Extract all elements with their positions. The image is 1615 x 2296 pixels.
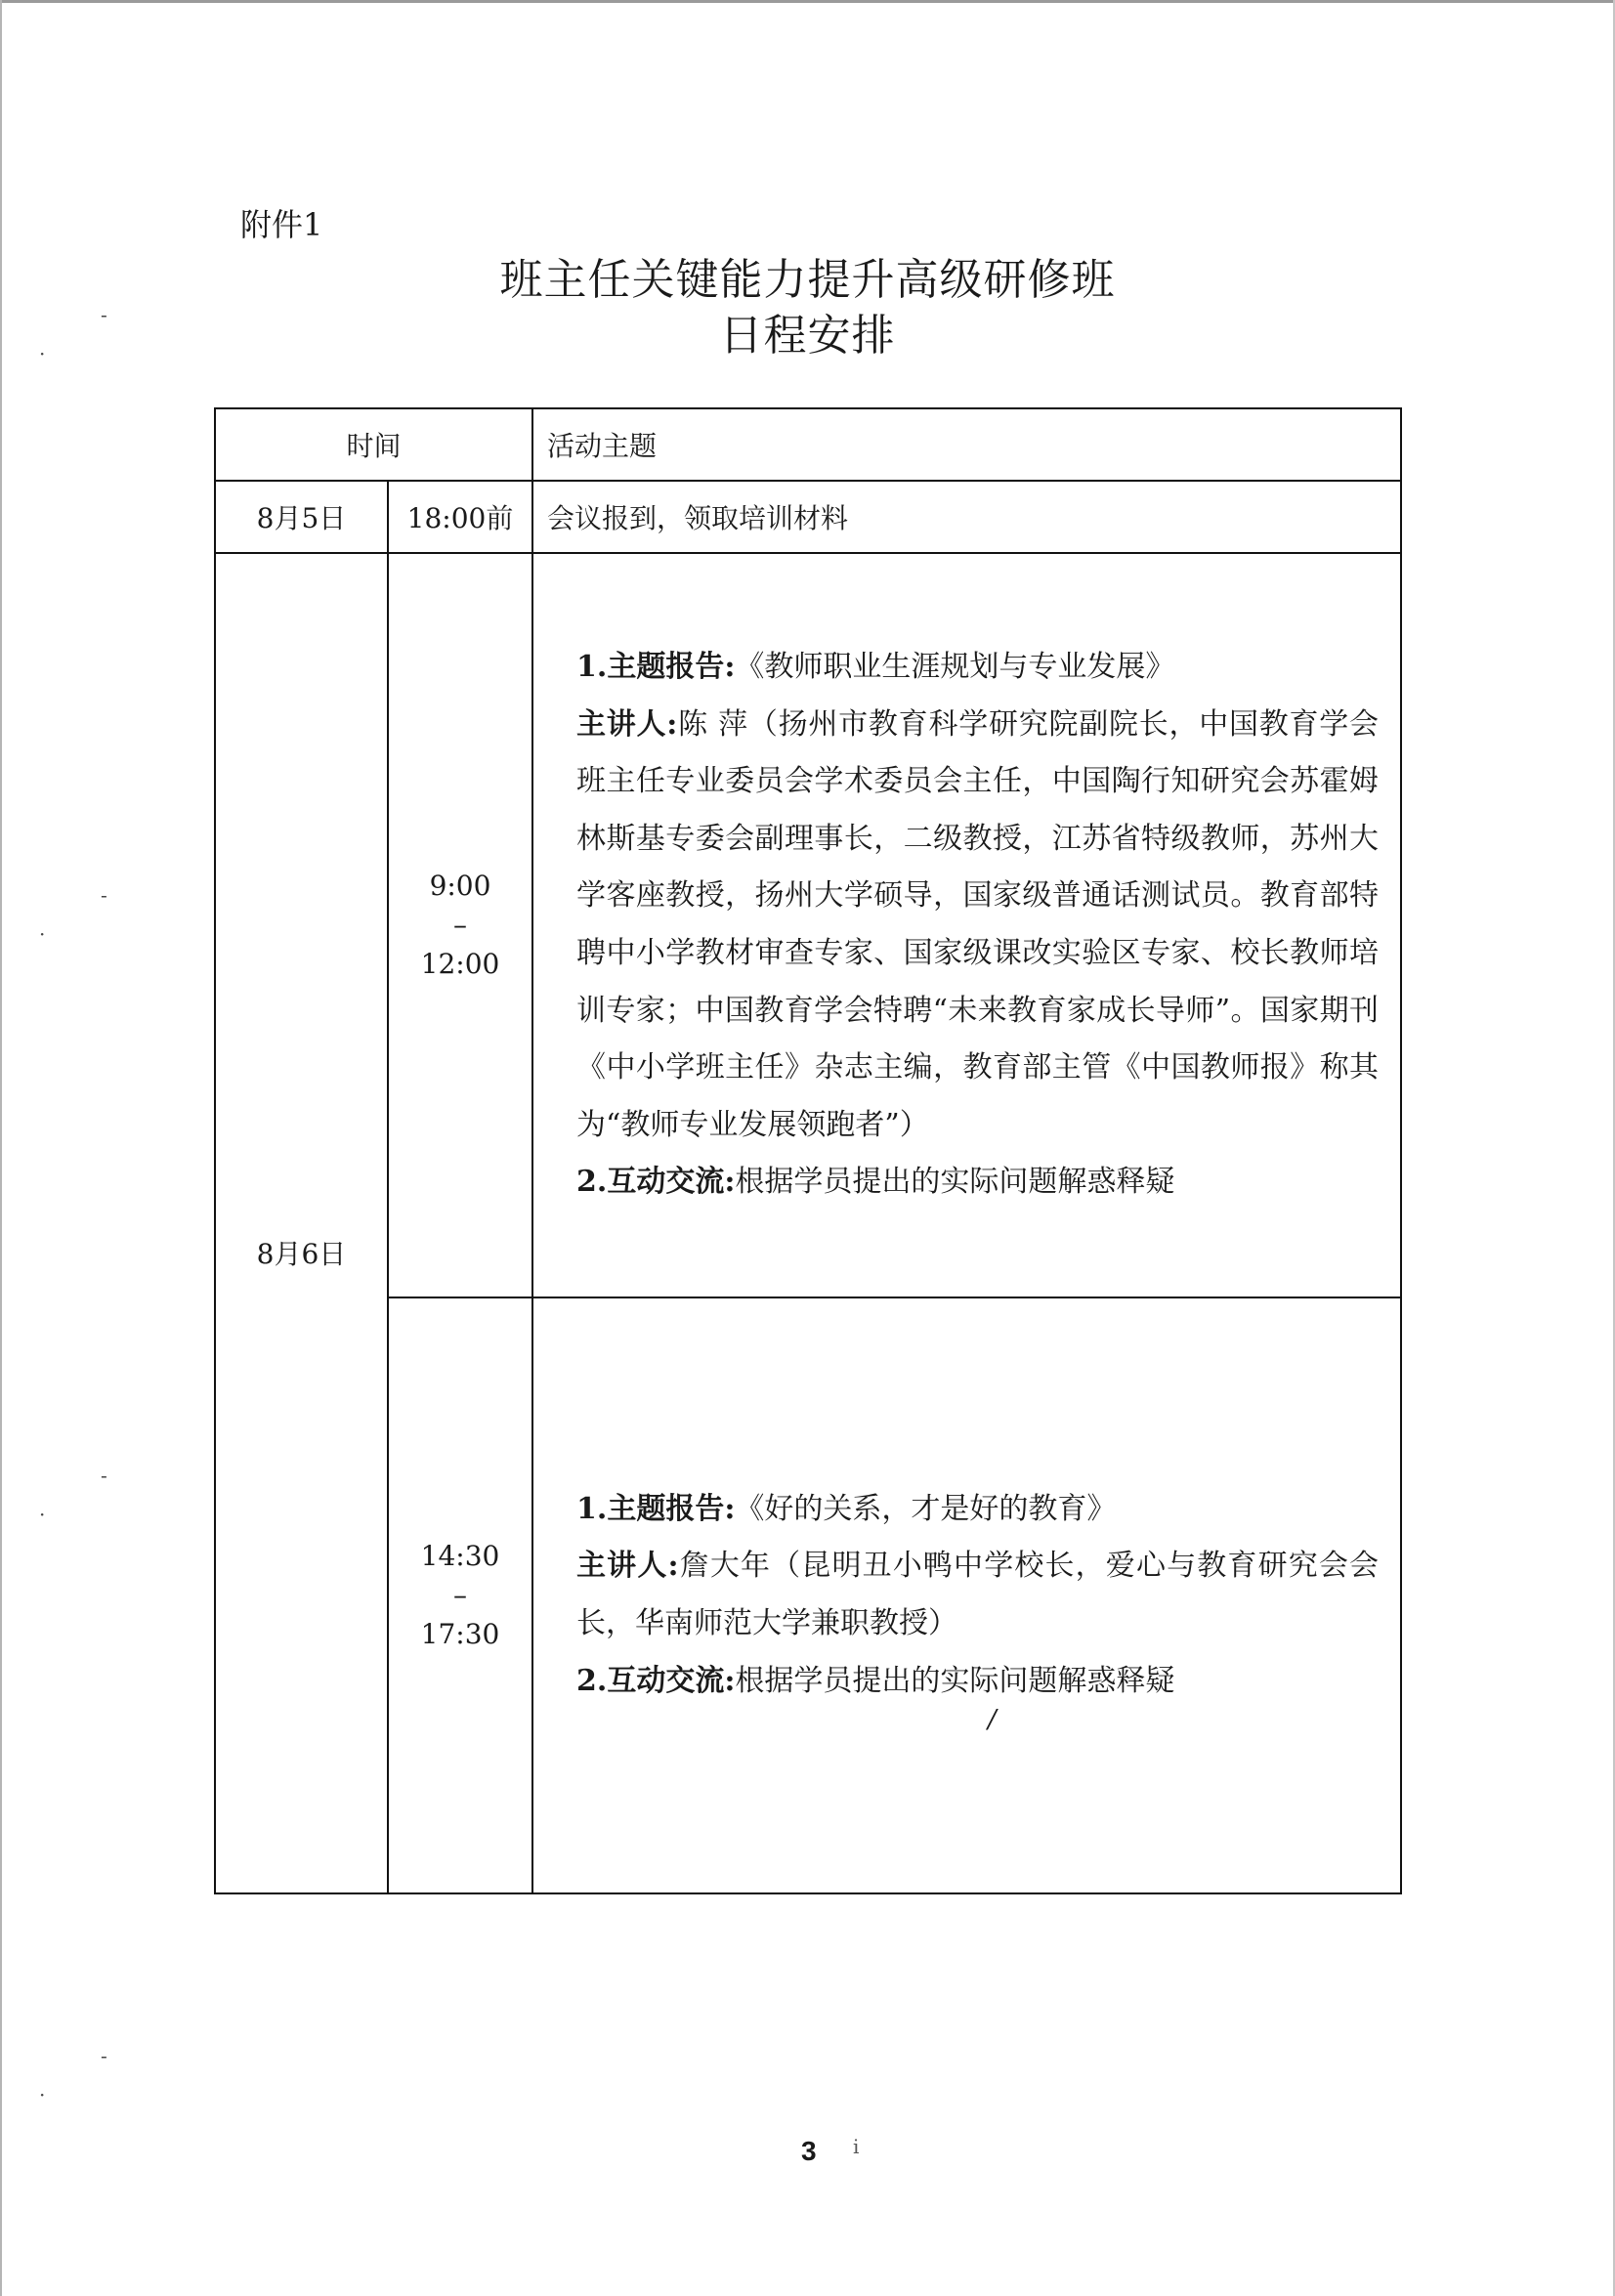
interaction-text: 根据学员提出的实际问题解惑释疑 (735, 1165, 1175, 1200)
margin-mark: - (101, 303, 107, 326)
time-end: 17:30 (420, 1618, 500, 1650)
speaker-line (576, 697, 1379, 1155)
time-start: 14:30 (420, 1540, 500, 1572)
time-cell: 18:00前 (388, 481, 532, 553)
table-row (215, 1297, 1401, 1893)
margin-mark: - (101, 2044, 107, 2067)
table-header-row (215, 408, 1401, 481)
margin-mark: · (39, 2083, 46, 2106)
margin-mark: · (39, 342, 46, 365)
speaker-label: 主讲人: (576, 1549, 679, 1584)
page-tick: ⅰ (853, 2135, 860, 2158)
header-time: 时间 (215, 408, 532, 481)
time-end: 12:00 (420, 948, 500, 980)
date-cell: 8月5日 (215, 481, 388, 553)
speaker-label: 主讲人: (576, 706, 678, 742)
activity-cell (532, 1297, 1401, 1893)
activity-cell (532, 553, 1401, 1297)
report-title: 《教师职业生涯规划与专业发展》 (735, 650, 1175, 685)
report-title: 《好的关系，才是好的教育》 (735, 1491, 1117, 1526)
attachment-label: 附件1 (240, 206, 323, 243)
page-number: 3 (801, 2136, 817, 2166)
schedule-table (214, 407, 1402, 1894)
time-cell (388, 1297, 532, 1893)
interaction-line (576, 1653, 1379, 1711)
document-subtitle: 日程安排 (719, 311, 896, 361)
interaction-line (576, 1154, 1379, 1212)
report-line (576, 639, 1379, 697)
margin-mark: · (39, 1503, 46, 1526)
margin-mark: - (101, 1464, 107, 1487)
time-separator: – (453, 909, 467, 941)
margin-mark: · (39, 922, 46, 946)
stray-mark: / (988, 1705, 997, 1734)
header-activity: 活动主题 (532, 408, 1401, 481)
scan-edge-top (0, 0, 1615, 3)
time-start: 9:00 (429, 870, 491, 902)
activity-cell: 会议报到，领取培训材料 (532, 481, 1401, 553)
table-row (215, 481, 1401, 553)
time-separator: – (453, 1579, 467, 1611)
date-cell: 8月6日 (215, 553, 388, 1893)
speaker-bio: 詹大年（昆明丑小鸭中学校长，爱心与教育研究会会长，华南师范大学兼职教授） (576, 1549, 1380, 1640)
interaction-label: 2.互动交流: (576, 1165, 736, 1200)
report-line (576, 1481, 1379, 1539)
speaker-bio: 陈 萍（扬州市教育科学研究院副院长，中国教育学会班主任专业委员会学术委员会主任，中国陶行知研究会苏霍姆林斯基专委会副理事长，二级教授，江苏省特级教师，苏州大学客座教授，扬州大学硕导，国家级普通话测试员。教育部特聘中小学教材审查专家、国家级课改实验区专家、校长教师培训专家；中国教育学会特聘“未来教育家成长导师”。国家期刊《中小学班主任》杂志主编，教育部主管《中国教师报》称其为“教师专业发展领跑者”） (576, 706, 1380, 1142)
report-label: 1.主题报告: (576, 1491, 736, 1526)
table-row (215, 553, 1401, 1297)
interaction-label: 2.互动交流: (576, 1663, 736, 1698)
document-title: 班主任关键能力提升高级研修班 (499, 255, 1116, 305)
interaction-text: 根据学员提出的实际问题解惑释疑 (735, 1663, 1175, 1698)
report-label: 1.主题报告: (576, 650, 736, 685)
margin-mark: - (101, 883, 107, 907)
speaker-line (576, 1538, 1379, 1652)
time-cell (388, 553, 532, 1297)
